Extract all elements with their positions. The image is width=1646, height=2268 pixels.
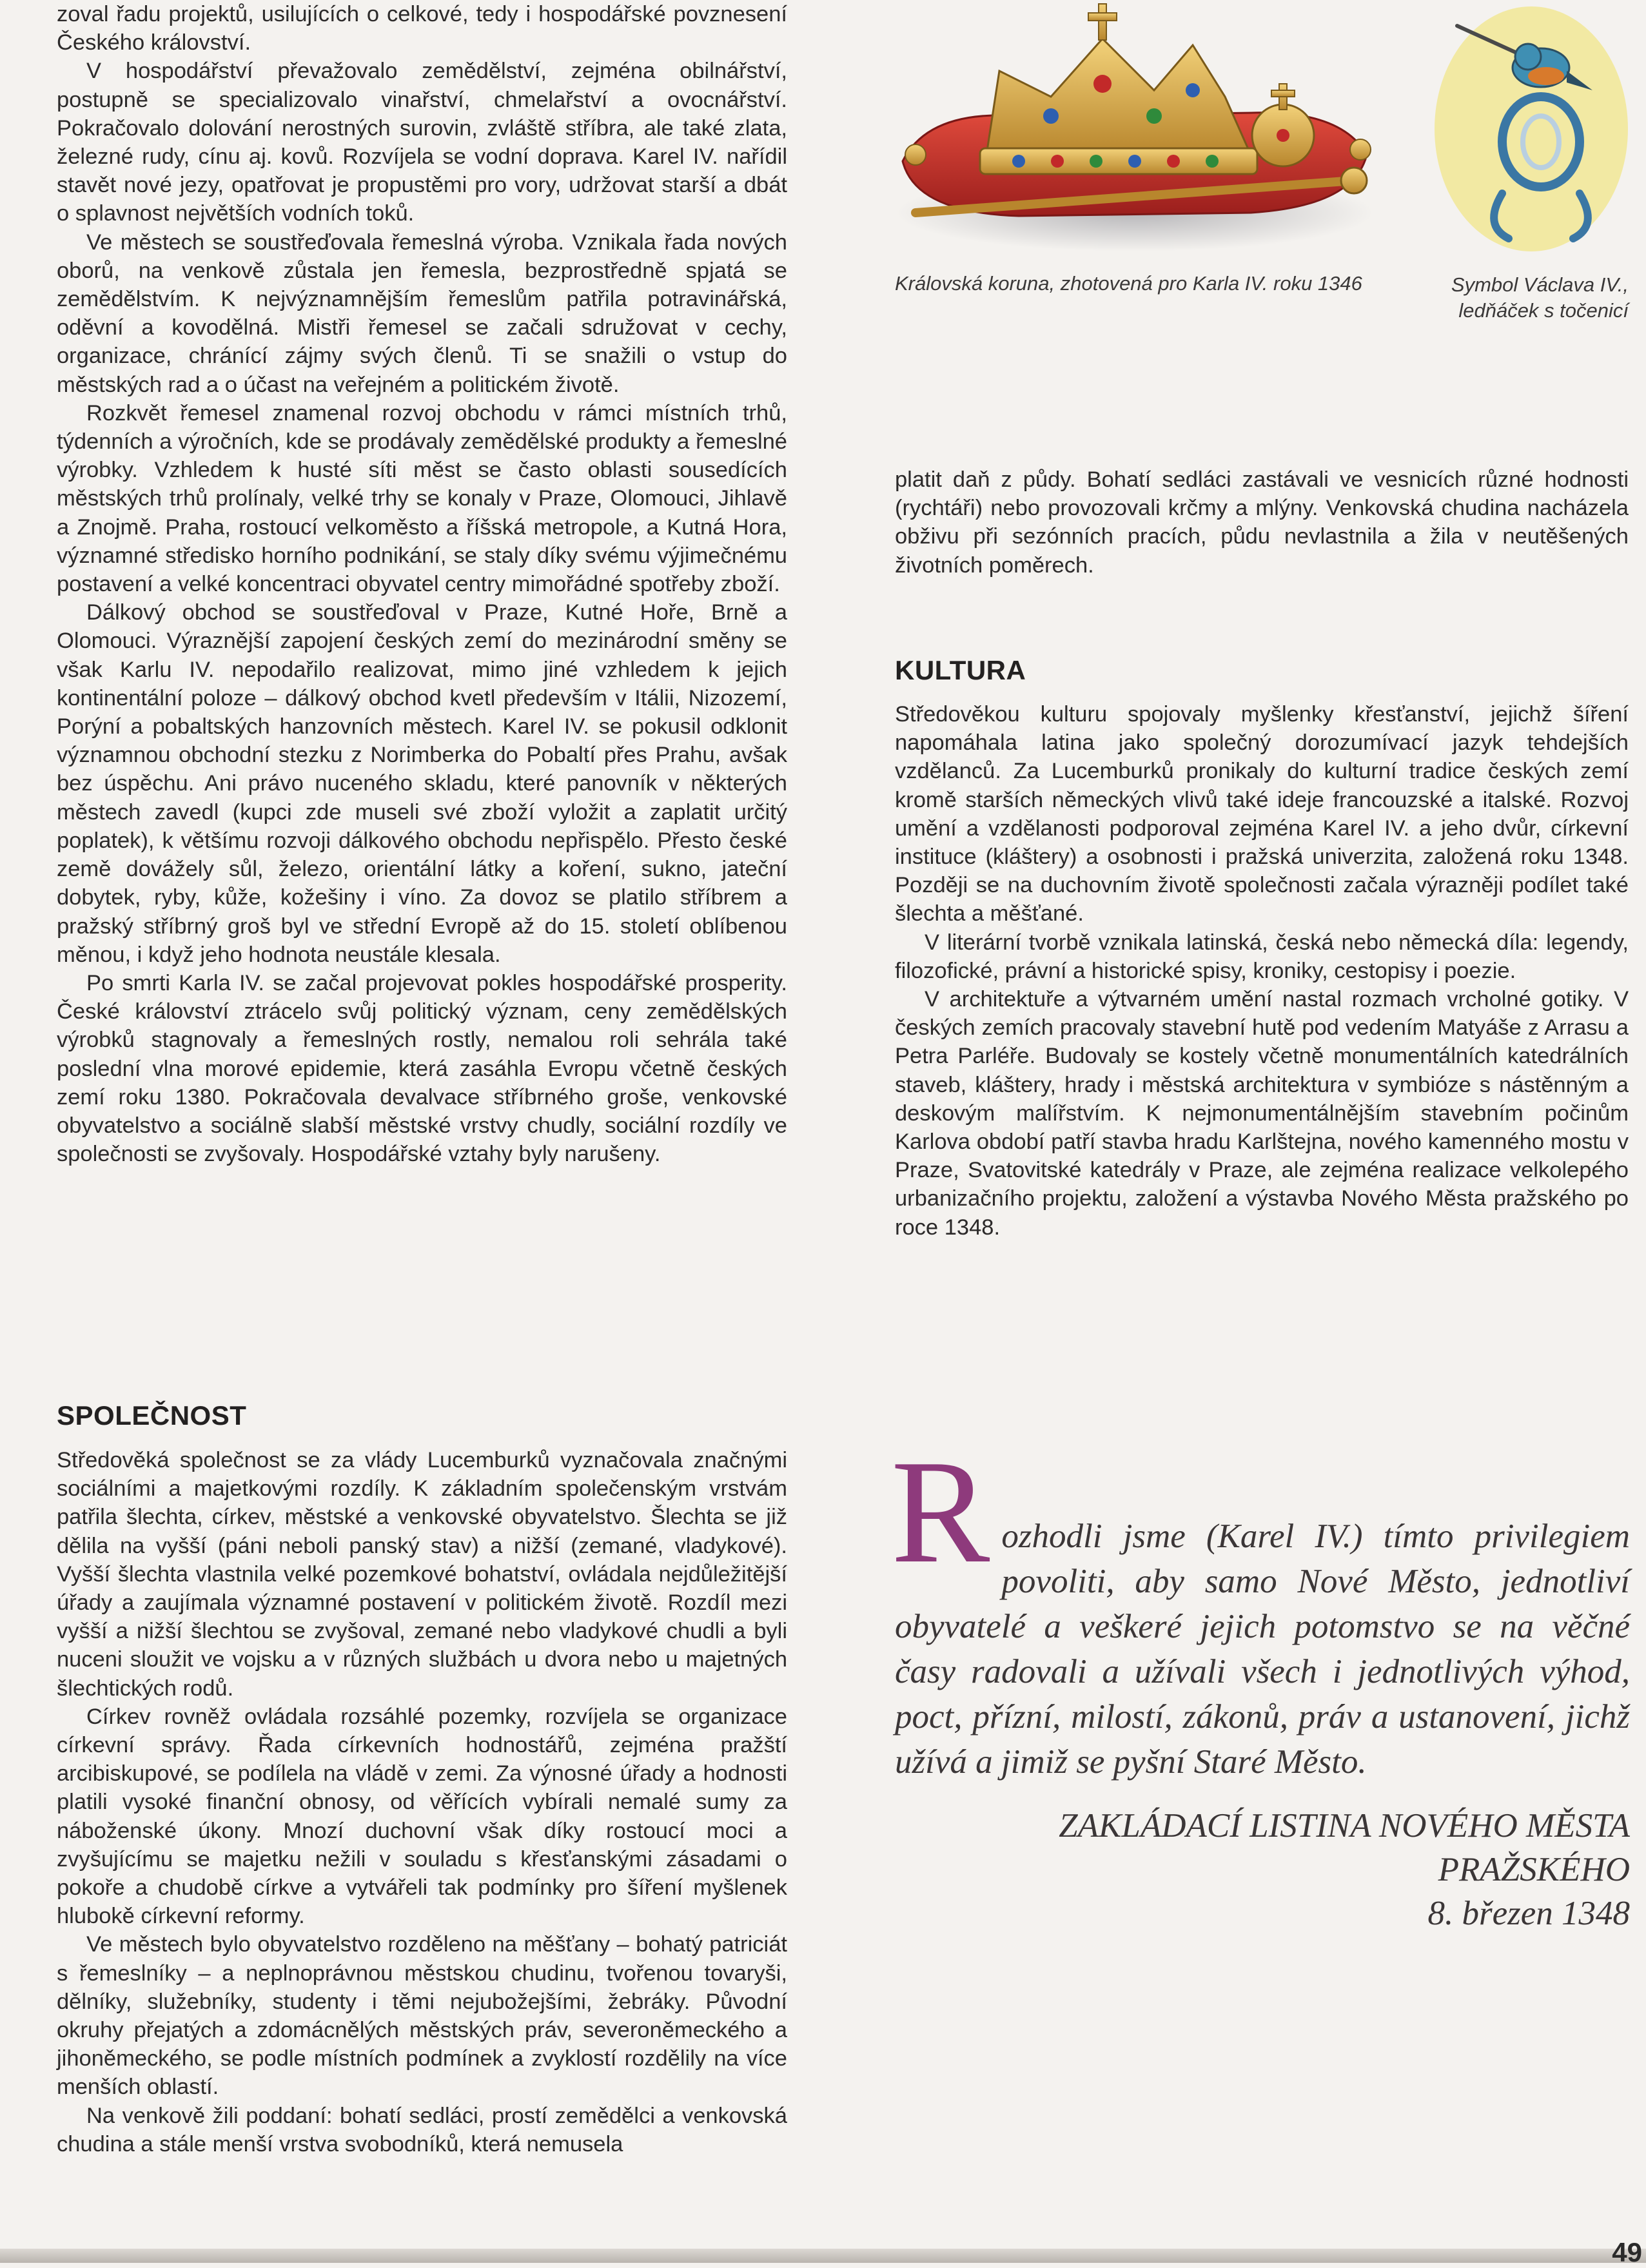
paragraph: Středověká společnost se za vlády Lucemburků vyznačovala značnými sociálními a majetkovými rozdíly. K základním společenským vrstvám patřila šlechta, církev, městské a venkovské obyvatelstvo. Šlechta se již dělila na vyšší (páni neboli panský stav) a nižší (zemané, vladykové). Vyšší šlechta vlastnila velké pozemkové bohatství, ovládala nejdůležitější úřady a zaujímala významné postavení v politickém životě. Rozdíl mezi vyšší a nižší šlechtou se zvyšoval, zemané nebo vladykové chudli a byli nuceni sloužit ve vojsku a v různých službách u dvora nebo u majetných šlechtických rodů. — [57, 1448, 787, 1701]
section-heading-kultura: KULTURA — [895, 655, 1026, 685]
paragraph: Církev rovněž ovládala rozsáhlé pozemky, rozvíjela se organizace církevní správy. Řada církevních hodnostářů, zejména pražští arcibiskupové, se podílela na vládě v zemi. Za výnosné úřady a hodnosti platili vysoké finanční obnosy, od věřících vybírali nemalé sumy za náboženské úkony. Mnozí duchovní však díky rostoucí moci a zvyšujícímu se majetku nežili v souladu s křesťanskými zásadami o pokoře a chudobě církve a vytvářeli tak podmínky pro šíření myšlenek hlubokě církevní reformy. — [57, 1704, 787, 1929]
paragraph: zoval řadu projektů, usilujících o celkové, tedy i hospodářské povznesení Českého království. — [57, 2, 787, 55]
paragraph: Ve městech se soustřeďovala řemeslná výroba. Vznikala řada nových oborů, na venkově zůstala jen řemesla, bezprostředně spjatá se zemědělstvím. K nejvýznamnějším řemeslům patřila potravinářská, oděvní a kovodělná. Mistři řemesel se začali sdružovat v cechy, organizace, chránící zájmy svých členů. Ti se snažili o vstup do městských rad a o účast na veřejném a politickém životě. — [57, 230, 787, 397]
paragraph: Ve městech bylo obyvatelstvo rozděleno na měšťany – bohatý patriciát s řemeslníky – a neplnoprávnou městskou chudinu, tvořenou tovaryši, dělníky, služebníky, studenty i těmi nejubožejšími, žebráky. Původní okruhy přejatých a zdomácnělých městských práv, severoněmeckého a jihoněmeckého, se podle místních podmínek a zvyklostí rozdělily na více menších oblastí. — [57, 1932, 787, 2100]
right-column-top — [895, 465, 1629, 580]
crown-illustration — [890, 0, 1393, 264]
right-column-kultura — [895, 700, 1629, 1242]
kingfisher-symbol-illustration — [1431, 0, 1631, 255]
paragraph: Na venkově žili poddaní: bohatí sedláci, prostí zemědělci a venkovská chudina a stále menší vrstva svobodníků, která nemusela — [57, 2103, 787, 2156]
left-column-top — [57, 0, 787, 1168]
paragraph: V architektuře a výtvarném umění nastal rozmach vrcholné gotiky. V českých zemích pracovaly stavební hutě pod vedením Matyáše z Arrasu a Petra Parléře. Budovaly se kostely včetně monumentálních katedrálních staveb, kláštery, hrady i městská architektura v symbióze s nástěnným a deskovým malířstvím. K nejmonumentálnějším stavebním počinům Karlova období patří stavba hradu Karlštejna, nového kamenného mostu v Praze, Svatovitské katedrály v Praze, ale zejména realizace velkolepého urbanizačního projektu, založení a výstavba Nového Města pražského po roce 1348. — [895, 987, 1629, 1240]
page-bottom-edge — [0, 2249, 1646, 2263]
quote-source-line: ZAKLÁDACÍ LISTINA NOVÉHO MĚSTA — [1059, 1807, 1630, 1844]
page-number: 49 — [1612, 2237, 1642, 2267]
kingfisher-caption: Symbol Václava IV., ledňáček s točenicí — [1451, 273, 1629, 322]
quote-date: 8. březen 1348 — [1427, 1895, 1630, 1932]
founding-charter-quote — [891, 1429, 1630, 1935]
paragraph: V literární tvorbě vznikala latinská, česká nebo německá díla: legendy, filozofické, právní a historické spisy, kroniky, cestopisy i poezie. — [895, 930, 1629, 983]
paragraph: Po smrti Karla IV. se začal projevovat pokles hospodářské prosperity. České království ztrácelo svůj politický význam, ceny zemědělských výrobků stagnovaly a řemeslných rostly, nemalou roli sehrála také poslední vlna morové epidemie, která zasáhla Evropu včetně českých zemí roku 1380. Pokračovala devalvace stříbrného groše, venkovské obyvatelstvo a sociálně slabší městské vrstvy chudly, sociální rozdíly ve společnosti se zvyšovaly. Hospodářské vztahy byly narušeny. — [57, 970, 787, 1167]
paragraph: Rozkvět řemesel znamenal rozvoj obchodu v rámci místních trhů, týdenních a výročních, kde se prodávaly zemědělské produkty a řemeslné výrobky. Vzhledem k husté síti měst se často oblasti sousedících městských trhů prolínaly, velké trhy se konaly v Praze, Olomouci, Jihlavě a Znojmě. Praha, rostoucí velkoměsto a říšská metropole, a Kutná Hora, významné středisko horního podnikání, se staly díky svému výjimečnému postavení a velké koncentraci obyvatel centry mimořádné spotřeby zboží. — [57, 400, 787, 597]
paragraph: platit daň z půdy. Bohatí sedláci zastávali ve vesnicích různé hodnosti (rychtáři) nebo provozovali krčmy a mlýny. Venkovská chudina nacházela obživu při sezónních pracích, půdu nevlastnila a žila v neutěšených životních poměrech. — [895, 467, 1629, 578]
left-column-bottom — [57, 1446, 787, 2158]
section-heading-spolecnost: SPOLEČNOST — [57, 1400, 247, 1431]
quote-body: ozhodli jsme (Karel IV.) tímto privilegiem povoliti, aby samo Nové Město, jednotliví obyvatelé a veškeré jejich potomstvo se na věčné časy radovali a užívali všech i jednotlivých výhod, poct, přízní, milostí, zákonů, práv a ustanovení, jichž užívá a jimiž se pyšní Staré Město. — [895, 1518, 1630, 1781]
quote-source — [895, 1804, 1630, 1935]
paragraph: Dálkový obchod se soustřeďoval v Praze, Kutné Hoře, Brně a Olomouci. Výraznější zapojení českých zemí do mezinárodní směny se však Karlu IV. nepodařilo realizovat, mimo jiné vzhledem k jejich kontinentální poloze – dálkový obchod kvetl především v Itálii, Nizozemí, Porýní a pobaltských hanzovních městech. Karel IV. se pokusil odklonit významnou obchodní stezku z Norimberka do Pobaltí přes Prahu, avšak bez úspěchu. Ani právo nuceného skladu, které panovník v některých městech zavedl (kupci zde museli své zboží vyložit a zaplatit určitý poplatek), k většímu rozvoji dálkového obchodu nepřispělo. Přesto české země dovážely sůl, železo, orientální látky a koření, sukno, jateční dobytek, ryby, kůže, kožešiny i víno. Za dovoz se platilo stříbrem a pražský stříbrný groš byl ve střední Evropě až do 15. století oblíbenou měnou, i když jeho hodnota neustále klesala. — [57, 600, 787, 967]
dropcap-letter: R — [891, 1429, 990, 1594]
quote-source-line: PRAŽSKÉHO — [1438, 1851, 1630, 1888]
paragraph: Středověkou kulturu spojovaly myšlenky křesťanství, jejichž šíření napomáhala latina jako společný dorozumívací jazyk tehdejších vzdělanců. Za Lucemburků pronikaly do kulturní tradice českých zemí kromě starších německých vlivů také ideje francouzské a italské. Rozvoj umění a vzdělanosti podporoval zejména Karel IV. a jeho dvůr, církevní instituce (kláštery) a osobnosti i pražská univerzita, založená roku 1348. Později se na duchovním životě společnosti začala výrazněji podílet také šlechta a měšťané. — [895, 702, 1629, 926]
crown-caption: Královská koruna, zhotovená pro Karla IV. roku 1346 — [895, 272, 1362, 295]
paragraph: V hospodářství převažovalo zemědělství, zejména obilnářství, postupně se specializovalo vinařství, chmelařství a ovocnářství. Pokračovalo dolování nerostných surovin, zvláště stříbra, ale také zlata, železné rudy, cínu aj. kovů. Rozvíjela se vodní doprava. Karel IV. nařídil stavět nové jezy, opatřovat je propustěmi pro vory, udržovat starší a dbát o splavnost největších vodních toků. — [57, 59, 787, 226]
quote-text — [891, 1429, 1630, 1784]
